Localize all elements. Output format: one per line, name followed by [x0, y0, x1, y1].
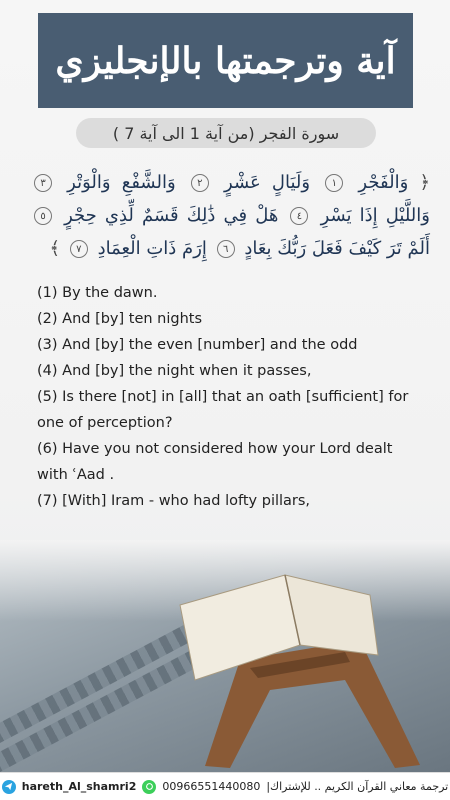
verse-marker-1: ١ [325, 174, 343, 192]
translation-line: (5) Is there [not] in [all] that an oath [sufficient] for one of perception? [37, 389, 409, 431]
verse-3: وَالشَّفْعِ وَالْوَتْرِ [67, 172, 176, 193]
verse-marker-6: ٦ [217, 240, 235, 258]
verse-6: أَلَمْ تَرَ كَيْفَ فَعَلَ رَبُّكَ بِعَادٍ [244, 238, 430, 259]
verse-1: وَالْفَجْرِ [358, 172, 409, 193]
translation-line: (1) By the dawn. [37, 285, 158, 301]
surah-label: سورة الفجر (من آية 1 الى آية 7 ) [76, 118, 376, 148]
header-title: آية وترجمتها بالإنجليزي [55, 39, 396, 82]
verse-marker-2: ٢ [191, 174, 209, 192]
translation-line: (6) Have you not considered how your Lord dealt with ʿAad . [37, 441, 393, 483]
telegram-handle[interactable]: hareth_Al_shamri2 [21, 780, 137, 793]
verse-4: وَاللَّيْلِ إِذَا يَسْرِ [320, 205, 430, 226]
subscribe-text: ترجمة معاني القرآن الكريم .. للإشتراك| [266, 780, 449, 793]
verse-7: إِرَمَ ذَاتِ الْعِمَادِ [97, 238, 207, 259]
translation-line: (3) And [by] the even [number] and the odd [37, 337, 358, 353]
arabic-verses [30, 166, 430, 265]
footer-bar [0, 772, 450, 800]
verse-marker-4: ٤ [290, 207, 308, 225]
header-banner [38, 13, 413, 108]
verse-marker-7: ٧ [70, 240, 88, 258]
translation-line: (2) And [by] ten nights [37, 311, 203, 327]
quran-stand-illustration [0, 540, 450, 772]
telegram-icon[interactable] [2, 780, 16, 794]
quran-on-stand-photo [0, 540, 450, 772]
translation-line: (4) And [by] the night when it passes, [37, 363, 312, 379]
verse-2: وَلَيَالٍ عَشْرٍ [224, 172, 311, 193]
translation-list [37, 280, 417, 514]
close-bracket: ﴾ [49, 238, 61, 259]
translation-line: (7) [With] Iram - who had lofty pillars, [37, 493, 311, 509]
whatsapp-phone[interactable]: 00966551440080 [162, 780, 261, 793]
open-bracket: ﴿ [419, 172, 430, 193]
whatsapp-icon[interactable] [142, 780, 156, 794]
verse-5: هَلْ فِي ذَٰلِكَ قَسَمٌ لِّذِي حِجْرٍ [64, 205, 279, 226]
verse-marker-5: ٥ [34, 207, 52, 225]
verse-marker-3: ٣ [34, 174, 52, 192]
